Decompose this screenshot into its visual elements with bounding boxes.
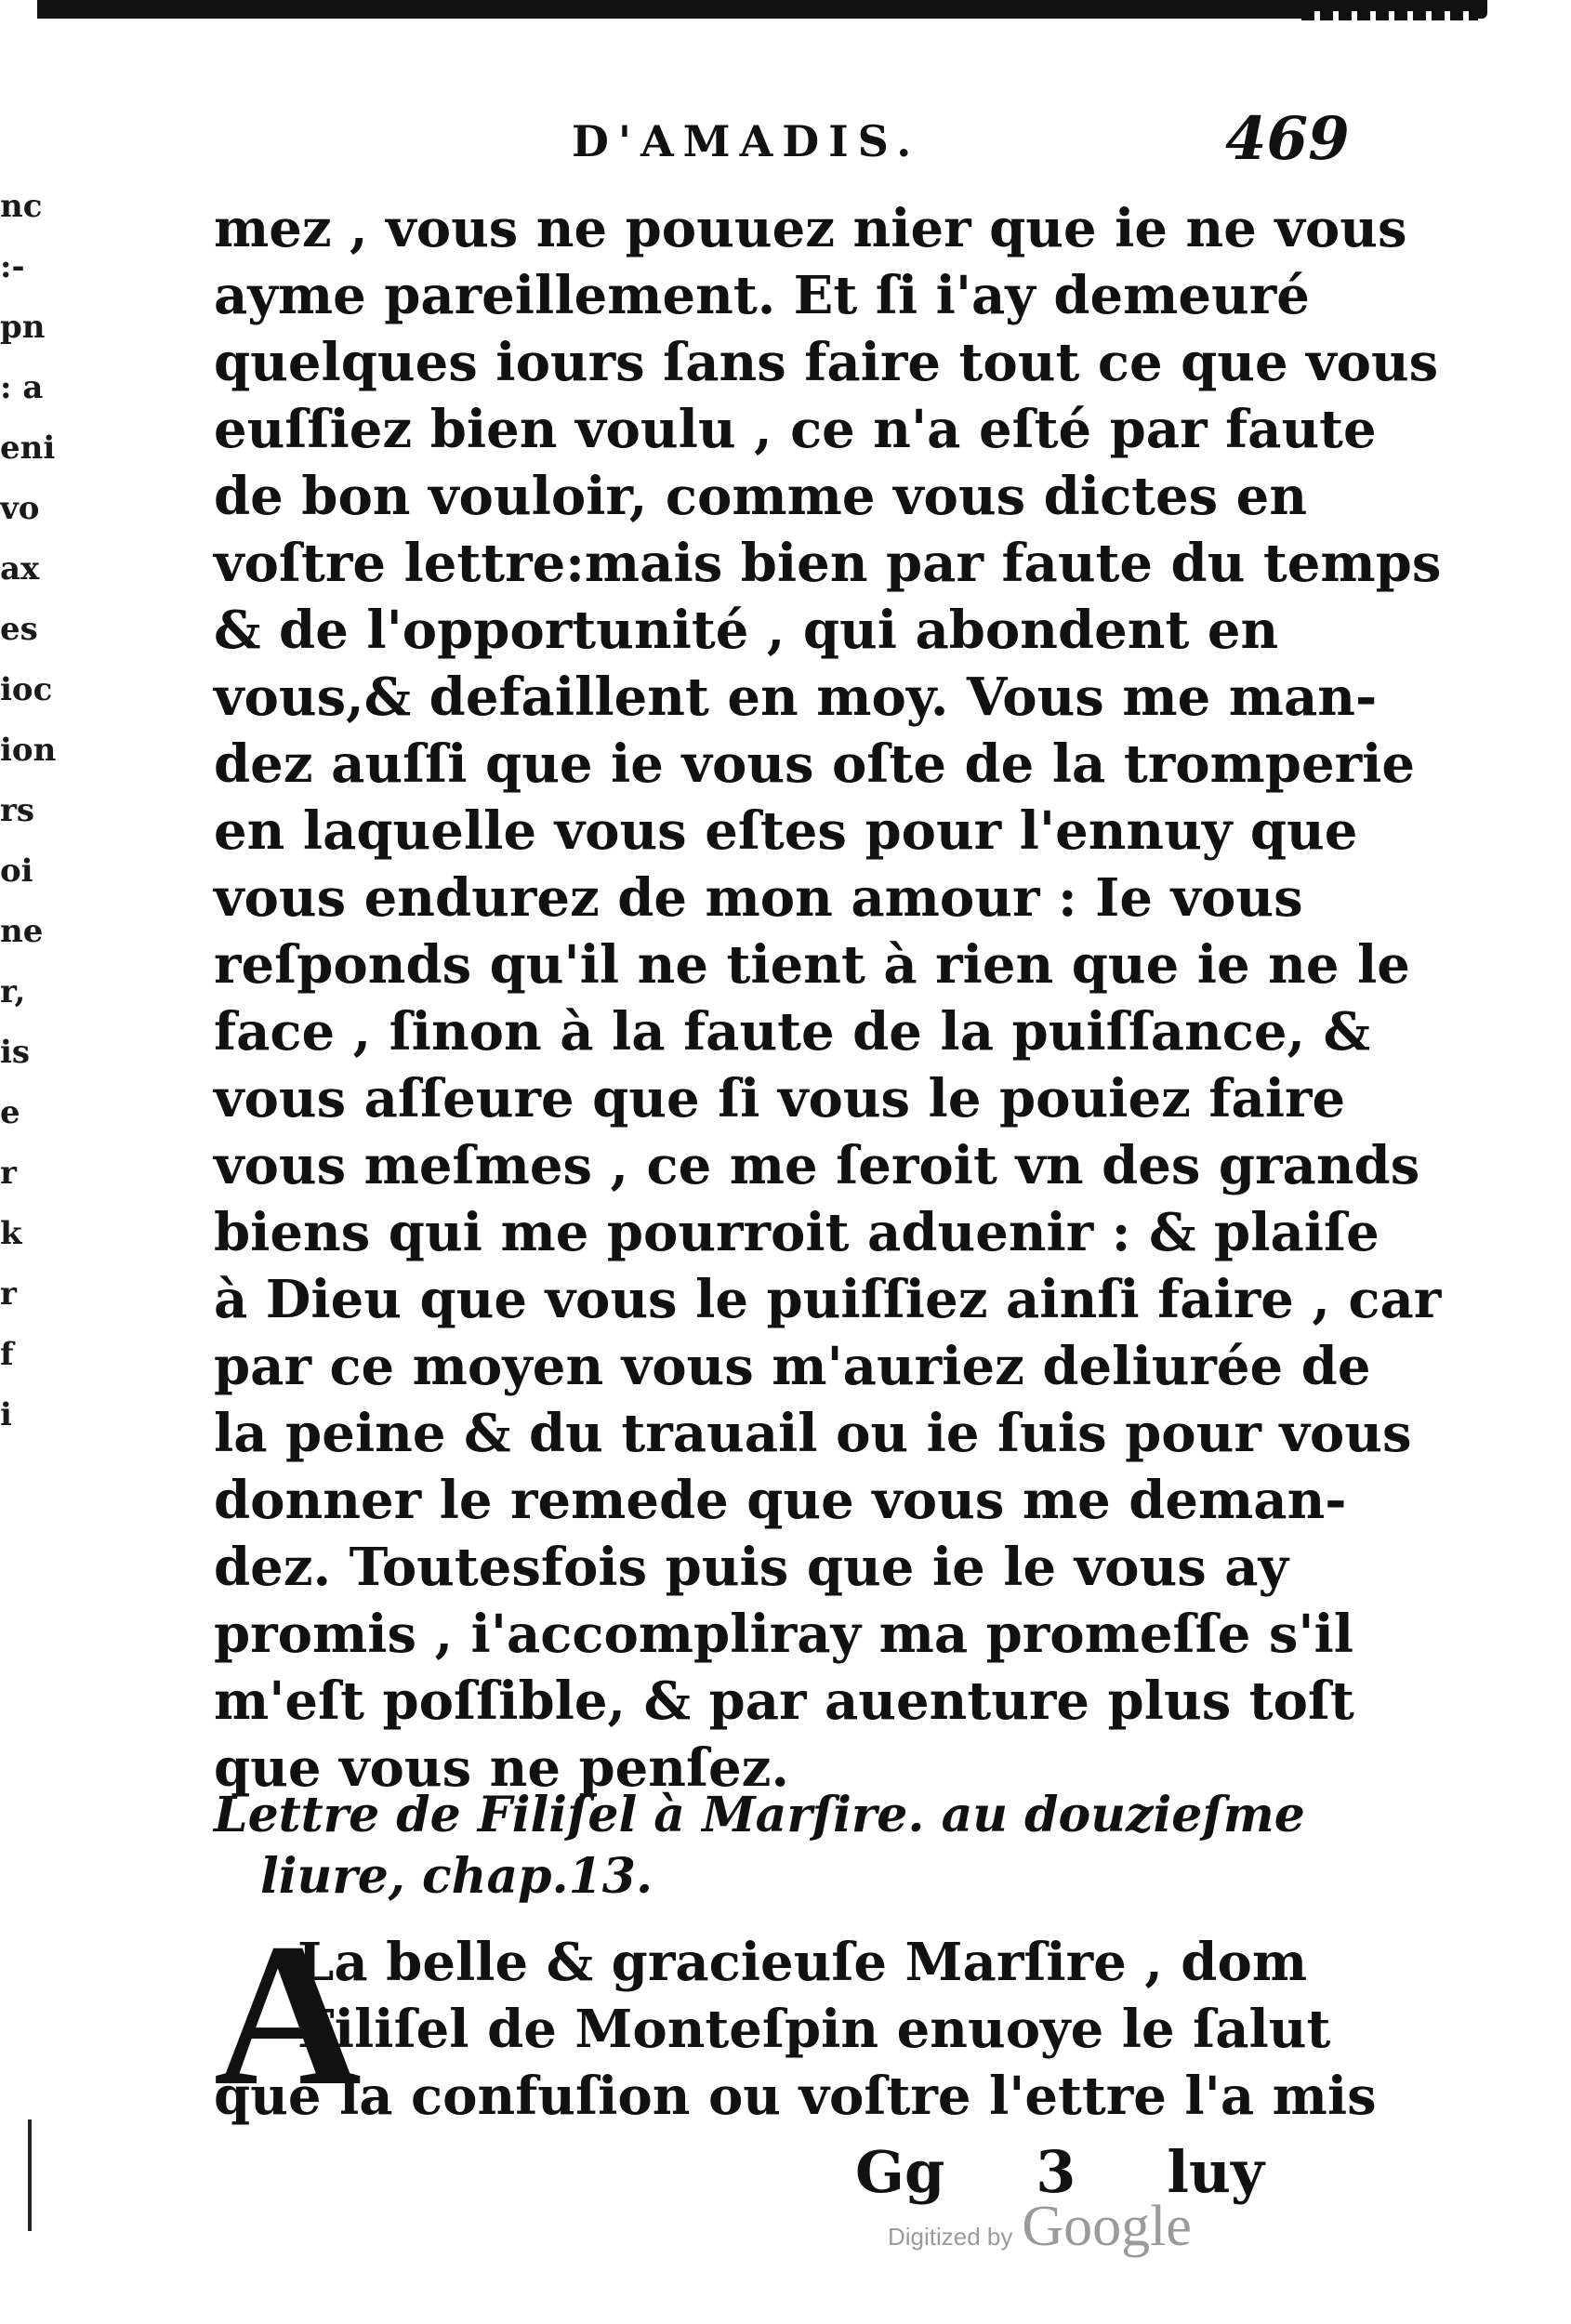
margin-fragment: : a [0,369,44,406]
watermark-small-text: Digitized by [888,2223,1013,2251]
margin-fragment: eni [0,429,56,467]
text-line: en laquelle vous eſtes pour l'ennuy que [214,800,1358,862]
top-border-rule [37,0,1487,19]
text-line: donner le remede que vous me deman- [214,1470,1347,1531]
running-head: D'AMADIS. [572,116,921,166]
text-line: m'eſt poſſible, & par auenture plus toſt [214,1670,1354,1732]
text-line: promis , i'accompliray ma promeſſe s'il [214,1604,1354,1665]
letter-lines [214,1929,1377,2130]
body-text [214,195,1442,1802]
gutter-edge-mark [28,2119,32,2231]
text-line: de bon vouloir, comme vous dictes en [214,466,1308,527]
text-line: ayme pareillement. Et ſi i'ay demeuré [214,265,1310,326]
text-line: vous endurez de mon amour : Ie vous [214,867,1303,929]
text-line: vous aſſeure que ſi vous le pouiez faire [214,1068,1346,1129]
adjacent-page-bleed [0,177,59,1627]
margin-fragment: k [0,1215,22,1252]
section-heading [214,1785,1305,1908]
margin-fragment: f [0,1336,14,1373]
page-number: 469 [1225,104,1350,174]
signature-mark-number: 3 [1036,2138,1076,2206]
margin-fragment: nc [0,188,43,225]
text-line: vous meſmes , ce me ſeroit vn des grands [214,1135,1420,1196]
margin-fragment: vo [0,490,40,527]
text-line: mez , vous ne pouuez nier que ie ne vous [214,198,1407,259]
margin-fragment: is [0,1034,31,1071]
margin-fragment: e [0,1094,20,1131]
text-line: la peine & du trauail ou ie ſuis pour vous [214,1403,1412,1464]
text-line: biens qui me pourroit aduenir : & plaiſe [214,1202,1380,1263]
signature-mark-letters: Gg [855,2138,945,2206]
catchword: luy [1167,2138,1264,2206]
letter-line: La belle & gracieuſe Marſire , dom [297,1932,1308,1993]
margin-fragment: es [0,611,38,648]
margin-fragment: r [0,1275,17,1313]
text-line: & de l'opportunité , qui abondent en [214,600,1279,661]
text-line: dez auſſi que ie vous oſte de la tromperie [214,733,1415,795]
margin-fragment: r [0,1155,17,1192]
section-heading-line-2: liure, chap.13. [260,1848,653,1905]
margin-fragment: ioc [0,671,53,708]
margin-fragment: ax [0,550,40,588]
letter-line: Filiſel de Monteſpin enuoye le ſalut [297,1999,1331,2060]
text-line: dez. Toutesfois puis que ie le vous ay [214,1537,1289,1598]
digitized-watermark [888,2194,1192,2260]
text-line: que vous ne penſez. [214,1737,789,1799]
margin-fragment: pn [0,309,46,346]
text-line: quelques iours ſans faire tout ce que vous [214,332,1439,393]
drop-cap: A [214,1901,362,2128]
margin-fragment: oi [0,852,33,890]
margin-fragment: ion [0,732,57,769]
text-line: euſſiez bien voulu , ce n'a eſté par faute [214,399,1377,460]
margin-fragment: rs [0,792,35,829]
watermark-logo-text: Google [1022,2195,1192,2258]
margin-fragment: :- [0,248,25,285]
text-line: à Dieu que vous le puiſſiez ainſi faire , car [214,1269,1442,1330]
top-border-ornament [1301,11,1478,20]
text-line: face , ſinon à la faute de la puiſſance, & [214,1001,1371,1063]
text-line: par ce moyen vous m'auriez deliurée de [214,1336,1371,1397]
letter-line: que la confuſion ou voſtre l'ettre l'a mis [214,2066,1377,2127]
text-line: reſponds qu'il ne tient à rien que ie ne le [214,934,1410,996]
letter-opening [214,1901,1377,2133]
margin-fragment: r, [0,973,26,1010]
text-line: vous,& defaillent en moy. Vous me man- [214,667,1378,728]
margin-fragment: ne [0,913,44,950]
margin-fragment: i [0,1396,12,1433]
section-heading-line-1: Lettre de Filiſel à Marſire. au douzieſme [214,1787,1305,1843]
text-line: voſtre lettre:mais bien par faute du temps [214,533,1442,594]
